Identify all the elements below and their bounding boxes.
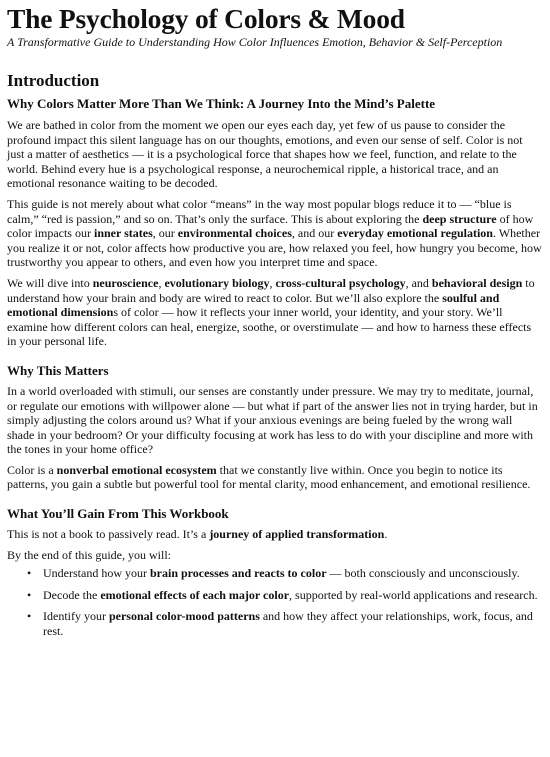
- page-title: The Psychology of Colors & Mood: [7, 3, 405, 34]
- text-run: . Whether you realize it or not, color affects how productive you are, how relaxed you feel, how hungry you become, how trustworthy you appear to others, and even how you interpret time and space.: [7, 226, 542, 270]
- emphasis-emotional-effects: emotional effects of each major color: [100, 587, 290, 602]
- emphasis-cross-cultural-psychology: cross-cultural psychology: [275, 275, 406, 290]
- gain-section: [7, 506, 542, 639]
- text-run: of how color impacts our: [7, 211, 534, 241]
- text-run: , supported by real-world applications and research.: [289, 587, 538, 602]
- text-run: Color is a: [7, 462, 57, 477]
- gain-list: [7, 566, 542, 638]
- gain-heading: What You’ll Gain From This Workbook: [7, 506, 229, 522]
- introduction-paragraph-3: [7, 276, 542, 349]
- emphasis-behavioral-design: behavioral design: [431, 275, 523, 290]
- emphasis-personal-patterns: personal color-mood patterns: [108, 609, 260, 624]
- text-run: that we constantly live within. Once you begin to notice its patterns, you gain a subtle but powerful tool for mental clarity, mood enhancement, and emotional resilience.: [7, 462, 531, 492]
- emphasis-soulful-dimensions: soulful and emotional dimension: [7, 290, 500, 320]
- text-run: s of color — how it reflects your inner world, your identity, and your story. We’ll examine how different colors can heal, energize, soothe, or overstimulate — and how to harness these effects in your personal life.: [7, 305, 532, 349]
- introduction-paragraph-2: [7, 197, 542, 270]
- introduction-section: [7, 71, 542, 349]
- why-section: [7, 363, 542, 492]
- text-run: — both consciously and unconsciously.: [326, 566, 520, 581]
- emphasis-inner-states: inner states: [93, 226, 153, 241]
- text-run: This guide is not merely about what color “means” in the way most popular blogs reduce it to — “blue is calm,” “red is passion,” and so on. That’s only the surface. This is about exploring the: [7, 196, 512, 226]
- page-subtitle: A Transformative Guide to Understanding How Color Influences Emotion, Behavior & Self-Perception: [7, 35, 503, 49]
- emphasis-emotional-regulation: everyday emotional regulation: [337, 226, 493, 241]
- emphasis-nonverbal-ecosystem: nonverbal emotional ecosystem: [56, 462, 217, 477]
- gain-paragraph-1: [7, 527, 542, 542]
- list-item: [27, 587, 542, 603]
- text-run: ,: [269, 275, 276, 290]
- why-heading: Why This Matters: [7, 362, 109, 378]
- text-run: Understand how your: [43, 566, 150, 581]
- why-paragraph-1: In a world overloaded with stimuli, our senses are constantly under pressure. We may try to meditate, journal, or regulate our emotions with willpower alone — but what if part of the answer lies not in trying harder, but in simply adjusting the colors around us? What if your anxious evenings are being fueled by the wrong wall shade in your bedroom? Or your difficulty focusing at work has less to do with your discipline and more with the tones in your home office?: [7, 383, 538, 457]
- text-run: Identify your: [43, 609, 109, 624]
- emphasis-applied-transformation: journey of applied transformation: [209, 527, 385, 542]
- list-item: [27, 609, 542, 639]
- emphasis-neuroscience: neuroscience: [92, 275, 159, 290]
- introduction-paragraph-1: We are bathed in color from the moment we open our eyes each day, yet few of us pause to consider the profound impact this silent language has on our thoughts, emotions, and even our sense of self. Color is not just a matter of aesthetics — it is a psychological force that shapes how we feel, function, and relate to the world. Behind every hue is a psychological response, a neurochemical ripple, a historical trace, and an emotional resonance waiting to be decoded.: [7, 118, 523, 191]
- text-run: , our: [152, 226, 178, 241]
- why-paragraph-2: [7, 463, 542, 492]
- introduction-subheading: Why Colors Matter More Than We Think: A Journey Into the Mind’s Palette: [7, 96, 436, 111]
- bullet-icon: •: [27, 587, 32, 602]
- text-run: , and our: [291, 226, 338, 241]
- text-run: Decode the: [43, 587, 101, 602]
- bullet-icon: •: [27, 566, 32, 581]
- list-item: [27, 566, 542, 581]
- gain-paragraph-2: By the end of this guide, you will:: [7, 547, 171, 562]
- emphasis-brain-processes: brain processes and reacts to color: [149, 566, 327, 581]
- text-run: We will dive into: [7, 275, 93, 290]
- emphasis-evolutionary-biology: evolutionary biology: [164, 275, 270, 290]
- text-run: , and: [405, 275, 432, 290]
- text-run: to understand how your brain and body are wired to react to color. But we’ll also explore the: [7, 275, 535, 305]
- emphasis-deep-structure: deep structure: [422, 211, 497, 226]
- text-run: and how they affect your relationships, work, focus, and rest.: [43, 609, 533, 639]
- text-run: ,: [158, 275, 165, 290]
- emphasis-environmental-choices: environmental choices: [177, 226, 292, 241]
- text-run: .: [384, 527, 388, 542]
- bullet-icon: •: [27, 609, 32, 624]
- introduction-heading: Introduction: [7, 71, 100, 90]
- text-run: This is not a book to passively read. It’s a: [7, 527, 210, 542]
